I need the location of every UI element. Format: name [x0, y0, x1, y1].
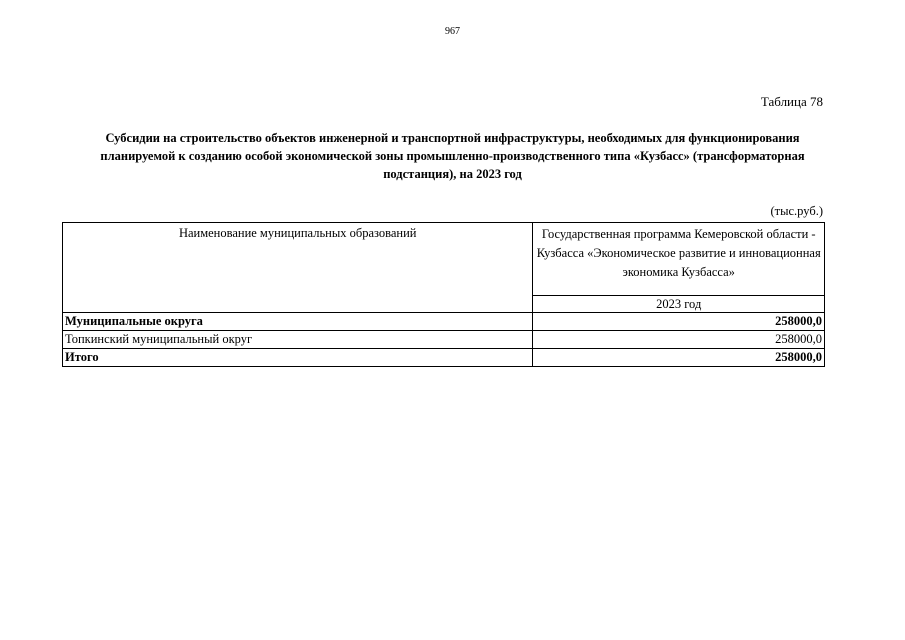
row-value-total: 258000,0 — [533, 349, 825, 367]
row-name-municipal-districts: Муниципальные округа — [63, 313, 533, 331]
row-value-topkinsky: 258000,0 — [533, 331, 825, 349]
table-label: Таблица 78 — [760, 94, 823, 109]
document-title: Субсидии на строительство объектов инженерной и транспортной инфраструктуры, необходимых для функционирования планируемой к созданию особой экономической зоны промышленно-производственного типа «Кузбасс» (трансформаторная подстанция), на 2023 год — [100, 131, 805, 181]
row-value-municipal-districts: 258000,0 — [533, 313, 825, 331]
header-state-program: Государственная программа Кемеровской области - Кузбасса «Экономическое развитие и инновационная экономика Кузбасса» — [533, 223, 825, 296]
units-label: (тыс.руб.) — [770, 204, 823, 218]
row-name-total: Итого — [63, 349, 533, 367]
table-header-row — [63, 223, 825, 296]
table-row — [63, 331, 825, 349]
header-year: 2023 год — [533, 296, 825, 313]
table-row — [63, 313, 825, 331]
page-number: 967 — [445, 26, 460, 37]
row-name-topkinsky: Топкинский муниципальный округ — [63, 331, 533, 349]
subsidy-table — [62, 222, 825, 367]
header-municipality-name: Наименование муниципальных образований — [63, 223, 533, 313]
table-row — [63, 349, 825, 367]
